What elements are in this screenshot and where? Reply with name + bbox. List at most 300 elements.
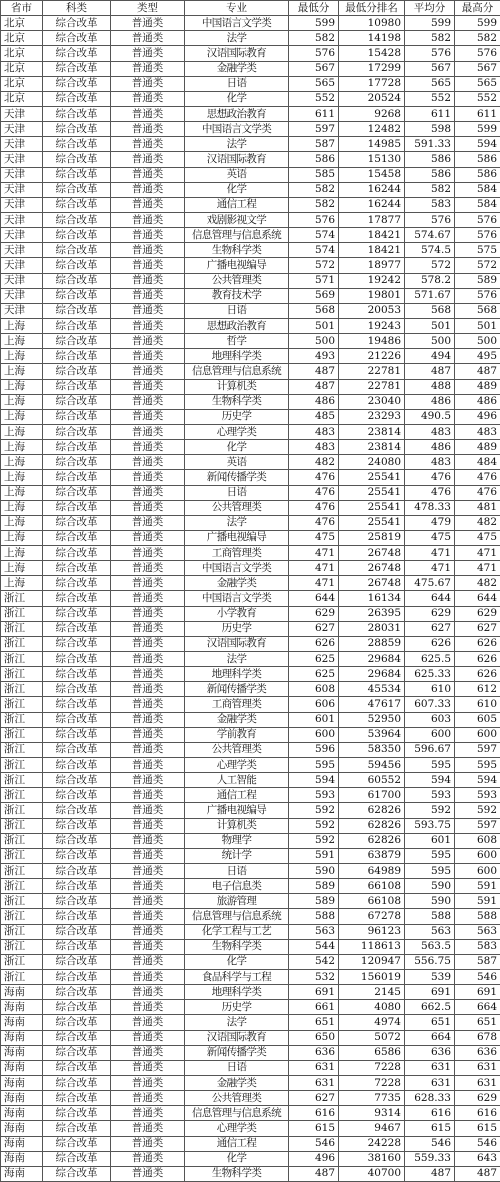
cell-major: 公共管理类 xyxy=(185,1091,289,1106)
cell-avg-score: 539 xyxy=(405,970,455,985)
table-row xyxy=(1,46,500,61)
table-row xyxy=(1,334,500,349)
cell-province: 天津 xyxy=(1,182,43,197)
cell-major: 法学 xyxy=(185,137,289,152)
cell-subject-category: 综合改革 xyxy=(43,273,111,288)
cell-major: 信息管理与信息系统 xyxy=(185,1106,289,1121)
table-row xyxy=(1,1151,500,1166)
cell-admission-type: 普通类 xyxy=(111,470,185,485)
cell-admission-type: 普通类 xyxy=(111,909,185,924)
table-row xyxy=(1,440,500,455)
cell-avg-score: 487 xyxy=(405,364,455,379)
cell-province: 天津 xyxy=(1,122,43,137)
cell-subject-category: 综合改革 xyxy=(43,1106,111,1121)
cell-max-score: 495 xyxy=(455,349,500,364)
cell-admission-type: 普通类 xyxy=(111,712,185,727)
cell-max-score: 612 xyxy=(455,682,500,697)
cell-min-score: 611 xyxy=(289,106,339,121)
cell-major: 日语 xyxy=(185,303,289,318)
cell-min-score-rank: 26748 xyxy=(339,576,405,591)
cell-min-score-rank: 59456 xyxy=(339,758,405,773)
cell-avg-score: 571.67 xyxy=(405,288,455,303)
cell-max-score: 572 xyxy=(455,258,500,273)
cell-min-score: 591 xyxy=(289,848,339,863)
cell-province: 浙江 xyxy=(1,697,43,712)
header-major: 专业 xyxy=(185,1,289,16)
cell-major: 人工智能 xyxy=(185,773,289,788)
cell-province: 海南 xyxy=(1,1136,43,1151)
cell-min-score: 594 xyxy=(289,773,339,788)
table-row xyxy=(1,939,500,954)
cell-province: 上海 xyxy=(1,485,43,500)
cell-avg-score: 565 xyxy=(405,76,455,91)
cell-major: 广播电视编导 xyxy=(185,803,289,818)
cell-province: 北京 xyxy=(1,61,43,76)
cell-province: 海南 xyxy=(1,1030,43,1045)
cell-province: 天津 xyxy=(1,228,43,243)
cell-admission-type: 普通类 xyxy=(111,1015,185,1030)
cell-min-score: 589 xyxy=(289,879,339,894)
cell-subject-category: 综合改革 xyxy=(43,546,111,561)
cell-min-score: 482 xyxy=(289,455,339,470)
cell-avg-score: 610 xyxy=(405,682,455,697)
cell-subject-category: 综合改革 xyxy=(43,636,111,651)
cell-province: 天津 xyxy=(1,212,43,227)
cell-avg-score: 572 xyxy=(405,258,455,273)
cell-avg-score: 625.33 xyxy=(405,667,455,682)
table-row xyxy=(1,909,500,924)
cell-max-score: 484 xyxy=(455,455,500,470)
cell-max-score: 591 xyxy=(455,879,500,894)
cell-min-score-rank: 20053 xyxy=(339,303,405,318)
cell-subject-category: 综合改革 xyxy=(43,318,111,333)
cell-max-score: 567 xyxy=(455,61,500,76)
cell-province: 上海 xyxy=(1,379,43,394)
cell-admission-type: 普通类 xyxy=(111,228,185,243)
cell-min-score: 582 xyxy=(289,31,339,46)
cell-avg-score: 576 xyxy=(405,46,455,61)
cell-min-score-rank: 28859 xyxy=(339,636,405,651)
cell-major: 哲学 xyxy=(185,334,289,349)
cell-min-score: 651 xyxy=(289,1015,339,1030)
table-row xyxy=(1,16,500,31)
cell-avg-score: 596.67 xyxy=(405,742,455,757)
cell-min-score: 542 xyxy=(289,954,339,969)
cell-subject-category: 综合改革 xyxy=(43,576,111,591)
table-row xyxy=(1,303,500,318)
table-row xyxy=(1,591,500,606)
cell-admission-type: 普通类 xyxy=(111,803,185,818)
cell-subject-category: 综合改革 xyxy=(43,228,111,243)
cell-min-score-rank: 62826 xyxy=(339,833,405,848)
cell-min-score: 592 xyxy=(289,803,339,818)
cell-admission-type: 普通类 xyxy=(111,1045,185,1060)
cell-major: 化学工程与工艺 xyxy=(185,924,289,939)
cell-admission-type: 普通类 xyxy=(111,46,185,61)
cell-min-score: 476 xyxy=(289,485,339,500)
cell-province: 天津 xyxy=(1,303,43,318)
cell-major: 物理学 xyxy=(185,833,289,848)
cell-admission-type: 普通类 xyxy=(111,1121,185,1136)
cell-max-score: 576 xyxy=(455,288,500,303)
cell-major: 心理学类 xyxy=(185,758,289,773)
cell-admission-type: 普通类 xyxy=(111,939,185,954)
cell-province: 上海 xyxy=(1,409,43,424)
cell-max-score: 563 xyxy=(455,924,500,939)
cell-max-score: 546 xyxy=(455,970,500,985)
cell-admission-type: 普通类 xyxy=(111,303,185,318)
cell-avg-score: 483 xyxy=(405,424,455,439)
cell-min-score-rank: 58350 xyxy=(339,742,405,757)
cell-min-score-rank: 14198 xyxy=(339,31,405,46)
table-row xyxy=(1,273,500,288)
cell-max-score: 568 xyxy=(455,303,500,318)
cell-max-score: 591 xyxy=(455,894,500,909)
cell-admission-type: 普通类 xyxy=(111,485,185,500)
cell-admission-type: 普通类 xyxy=(111,591,185,606)
cell-subject-category: 综合改革 xyxy=(43,1060,111,1075)
cell-min-score-rank: 16244 xyxy=(339,182,405,197)
cell-admission-type: 普通类 xyxy=(111,318,185,333)
cell-avg-score: 664 xyxy=(405,1030,455,1045)
cell-admission-type: 普通类 xyxy=(111,954,185,969)
cell-admission-type: 普通类 xyxy=(111,500,185,515)
cell-max-score: 471 xyxy=(455,561,500,576)
cell-max-score: 483 xyxy=(455,424,500,439)
cell-max-score: 476 xyxy=(455,485,500,500)
header-min-score-rank: 最低分排名 xyxy=(339,1,405,16)
cell-min-score-rank: 19242 xyxy=(339,273,405,288)
cell-max-score: 586 xyxy=(455,167,500,182)
cell-avg-score: 574.5 xyxy=(405,243,455,258)
cell-subject-category: 综合改革 xyxy=(43,788,111,803)
cell-min-score-rank: 12482 xyxy=(339,122,405,137)
cell-province: 浙江 xyxy=(1,848,43,863)
table-row xyxy=(1,1030,500,1045)
cell-subject-category: 综合改革 xyxy=(43,606,111,621)
cell-avg-score: 588 xyxy=(405,909,455,924)
cell-major: 日语 xyxy=(185,76,289,91)
cell-subject-category: 综合改革 xyxy=(43,591,111,606)
table-row xyxy=(1,1136,500,1151)
cell-admission-type: 普通类 xyxy=(111,1060,185,1075)
cell-min-score: 476 xyxy=(289,515,339,530)
cell-min-score: 471 xyxy=(289,576,339,591)
cell-subject-category: 综合改革 xyxy=(43,470,111,485)
cell-min-score: 476 xyxy=(289,500,339,515)
cell-min-score: 597 xyxy=(289,122,339,137)
table-row xyxy=(1,546,500,561)
cell-admission-type: 普通类 xyxy=(111,515,185,530)
cell-min-score: 586 xyxy=(289,152,339,167)
cell-province: 浙江 xyxy=(1,758,43,773)
cell-min-score: 595 xyxy=(289,758,339,773)
cell-admission-type: 普通类 xyxy=(111,137,185,152)
cell-major: 英语 xyxy=(185,455,289,470)
cell-province: 天津 xyxy=(1,137,43,152)
cell-major: 化学 xyxy=(185,91,289,106)
cell-min-score: 599 xyxy=(289,16,339,31)
cell-avg-score: 563.5 xyxy=(405,939,455,954)
cell-province: 浙江 xyxy=(1,970,43,985)
cell-min-score: 471 xyxy=(289,546,339,561)
cell-min-score-rank: 62826 xyxy=(339,803,405,818)
cell-admission-type: 普通类 xyxy=(111,152,185,167)
cell-avg-score: 595 xyxy=(405,848,455,863)
cell-avg-score: 590 xyxy=(405,894,455,909)
cell-avg-score: 487 xyxy=(405,1166,455,1181)
cell-admission-type: 普通类 xyxy=(111,243,185,258)
cell-subject-category: 综合改革 xyxy=(43,924,111,939)
cell-province: 北京 xyxy=(1,46,43,61)
table-row xyxy=(1,228,500,243)
cell-admission-type: 普通类 xyxy=(111,182,185,197)
cell-avg-score: 651 xyxy=(405,1015,455,1030)
cell-min-score: 631 xyxy=(289,1075,339,1090)
cell-province: 上海 xyxy=(1,349,43,364)
cell-major: 历史学 xyxy=(185,621,289,636)
cell-min-score: 485 xyxy=(289,409,339,424)
cell-major: 生物科学类 xyxy=(185,243,289,258)
cell-admission-type: 普通类 xyxy=(111,167,185,182)
cell-min-score-rank: 9268 xyxy=(339,106,405,121)
cell-province: 浙江 xyxy=(1,773,43,788)
cell-min-score-rank: 14985 xyxy=(339,137,405,152)
cell-province: 上海 xyxy=(1,334,43,349)
cell-max-score: 482 xyxy=(455,515,500,530)
cell-major: 通信工程 xyxy=(185,1136,289,1151)
cell-province: 海南 xyxy=(1,1106,43,1121)
cell-min-score-rank: 52950 xyxy=(339,712,405,727)
cell-min-score-rank: 10980 xyxy=(339,16,405,31)
cell-min-score: 563 xyxy=(289,924,339,939)
cell-min-score: 483 xyxy=(289,424,339,439)
cell-min-score-rank: 24080 xyxy=(339,455,405,470)
cell-avg-score: 552 xyxy=(405,91,455,106)
cell-admission-type: 普通类 xyxy=(111,864,185,879)
cell-major: 中国语言文学类 xyxy=(185,591,289,606)
cell-avg-score: 586 xyxy=(405,152,455,167)
cell-major: 计算机类 xyxy=(185,379,289,394)
cell-admission-type: 普通类 xyxy=(111,1091,185,1106)
cell-avg-score: 627 xyxy=(405,621,455,636)
cell-subject-category: 综合改革 xyxy=(43,243,111,258)
cell-max-score: 626 xyxy=(455,667,500,682)
header-min-score: 最低分 xyxy=(289,1,339,16)
cell-min-score: 475 xyxy=(289,530,339,545)
cell-province: 浙江 xyxy=(1,894,43,909)
cell-admission-type: 普通类 xyxy=(111,697,185,712)
cell-avg-score: 616 xyxy=(405,1106,455,1121)
cell-subject-category: 综合改革 xyxy=(43,303,111,318)
cell-min-score-rank: 25541 xyxy=(339,500,405,515)
cell-min-score: 625 xyxy=(289,667,339,682)
cell-max-score: 487 xyxy=(455,1166,500,1181)
cell-major: 计算机类 xyxy=(185,818,289,833)
cell-province: 上海 xyxy=(1,364,43,379)
cell-subject-category: 综合改革 xyxy=(43,954,111,969)
cell-major: 新闻传播学类 xyxy=(185,470,289,485)
cell-max-score: 575 xyxy=(455,243,500,258)
cell-subject-category: 综合改革 xyxy=(43,394,111,409)
cell-admission-type: 普通类 xyxy=(111,455,185,470)
cell-admission-type: 普通类 xyxy=(111,742,185,757)
cell-subject-category: 综合改革 xyxy=(43,137,111,152)
table-row xyxy=(1,606,500,621)
cell-min-score: 627 xyxy=(289,1091,339,1106)
cell-avg-score: 628.33 xyxy=(405,1091,455,1106)
cell-province: 浙江 xyxy=(1,636,43,651)
cell-subject-category: 综合改革 xyxy=(43,485,111,500)
cell-major: 法学 xyxy=(185,652,289,667)
cell-subject-category: 综合改革 xyxy=(43,773,111,788)
cell-admission-type: 普通类 xyxy=(111,258,185,273)
cell-major: 教育技术学 xyxy=(185,288,289,303)
cell-major: 公共管理类 xyxy=(185,742,289,757)
cell-avg-score: 490.5 xyxy=(405,409,455,424)
cell-admission-type: 普通类 xyxy=(111,621,185,636)
cell-avg-score: 595 xyxy=(405,758,455,773)
cell-major: 戏剧影视文学 xyxy=(185,212,289,227)
cell-admission-type: 普通类 xyxy=(111,1000,185,1015)
cell-major: 工商管理类 xyxy=(185,546,289,561)
cell-min-score-rank: 16244 xyxy=(339,197,405,212)
cell-major: 生物科学类 xyxy=(185,394,289,409)
cell-province: 北京 xyxy=(1,31,43,46)
cell-max-score: 584 xyxy=(455,182,500,197)
cell-subject-category: 综合改革 xyxy=(43,379,111,394)
cell-avg-score: 488 xyxy=(405,379,455,394)
cell-min-score: 493 xyxy=(289,349,339,364)
cell-subject-category: 综合改革 xyxy=(43,182,111,197)
cell-province: 上海 xyxy=(1,424,43,439)
cell-min-score-rank: 96123 xyxy=(339,924,405,939)
cell-max-score: 546 xyxy=(455,1136,500,1151)
cell-min-score: 691 xyxy=(289,985,339,1000)
header-admission-type: 类型 xyxy=(111,1,185,16)
cell-subject-category: 综合改革 xyxy=(43,758,111,773)
cell-avg-score: 483 xyxy=(405,455,455,470)
cell-min-score: 644 xyxy=(289,591,339,606)
table-row xyxy=(1,712,500,727)
cell-admission-type: 普通类 xyxy=(111,1166,185,1181)
cell-subject-category: 综合改革 xyxy=(43,803,111,818)
cell-major: 生物科学类 xyxy=(185,939,289,954)
cell-avg-score: 556.75 xyxy=(405,954,455,969)
cell-min-score: 471 xyxy=(289,561,339,576)
cell-province: 上海 xyxy=(1,440,43,455)
cell-min-score: 487 xyxy=(289,379,339,394)
table-row xyxy=(1,500,500,515)
cell-min-score-rank: 17877 xyxy=(339,212,405,227)
cell-major: 新闻传播学类 xyxy=(185,1045,289,1060)
cell-min-score-rank: 29684 xyxy=(339,667,405,682)
cell-max-score: 629 xyxy=(455,1091,500,1106)
cell-min-score: 576 xyxy=(289,46,339,61)
cell-subject-category: 综合改革 xyxy=(43,818,111,833)
cell-min-score-rank: 60552 xyxy=(339,773,405,788)
cell-min-score-rank: 23814 xyxy=(339,440,405,455)
cell-admission-type: 普通类 xyxy=(111,636,185,651)
table-row xyxy=(1,212,500,227)
cell-min-score: 500 xyxy=(289,334,339,349)
cell-province: 海南 xyxy=(1,985,43,1000)
table-row xyxy=(1,818,500,833)
cell-admission-type: 普通类 xyxy=(111,546,185,561)
cell-avg-score: 471 xyxy=(405,546,455,561)
cell-avg-score: 631 xyxy=(405,1060,455,1075)
cell-major: 新闻传播学类 xyxy=(185,682,289,697)
cell-min-score: 627 xyxy=(289,621,339,636)
cell-major: 信息管理与信息系统 xyxy=(185,228,289,243)
table-row xyxy=(1,243,500,258)
cell-major: 心理学类 xyxy=(185,1121,289,1136)
cell-max-score: 565 xyxy=(455,76,500,91)
cell-major: 通信工程 xyxy=(185,788,289,803)
cell-avg-score: 644 xyxy=(405,591,455,606)
cell-max-score: 471 xyxy=(455,546,500,561)
cell-max-score: 610 xyxy=(455,697,500,712)
table-body xyxy=(1,16,500,1182)
table-row xyxy=(1,833,500,848)
header-province: 省市 xyxy=(1,1,43,16)
cell-max-score: 600 xyxy=(455,727,500,742)
cell-max-score: 599 xyxy=(455,16,500,31)
cell-min-score-rank: 19243 xyxy=(339,318,405,333)
table-row xyxy=(1,515,500,530)
cell-max-score: 481 xyxy=(455,500,500,515)
cell-avg-score: 590 xyxy=(405,879,455,894)
cell-subject-category: 综合改革 xyxy=(43,530,111,545)
cell-min-score-rank: 20524 xyxy=(339,91,405,106)
cell-min-score: 616 xyxy=(289,1106,339,1121)
cell-max-score: 593 xyxy=(455,788,500,803)
cell-major: 通信工程 xyxy=(185,197,289,212)
cell-avg-score: 501 xyxy=(405,318,455,333)
cell-min-score-rank: 15428 xyxy=(339,46,405,61)
cell-province: 天津 xyxy=(1,167,43,182)
table-row xyxy=(1,970,500,985)
cell-min-score: 582 xyxy=(289,182,339,197)
table-row xyxy=(1,1015,500,1030)
table-row xyxy=(1,576,500,591)
cell-province: 海南 xyxy=(1,1075,43,1090)
cell-min-score: 631 xyxy=(289,1060,339,1075)
cell-major: 历史学 xyxy=(185,409,289,424)
table-row xyxy=(1,894,500,909)
cell-min-score-rank: 23293 xyxy=(339,409,405,424)
cell-avg-score: 636 xyxy=(405,1045,455,1060)
cell-admission-type: 普通类 xyxy=(111,818,185,833)
cell-min-score: 588 xyxy=(289,909,339,924)
cell-max-score: 489 xyxy=(455,440,500,455)
table-row xyxy=(1,864,500,879)
cell-min-score: 544 xyxy=(289,939,339,954)
cell-province: 上海 xyxy=(1,394,43,409)
cell-min-score: 552 xyxy=(289,91,339,106)
cell-avg-score: 476 xyxy=(405,470,455,485)
cell-avg-score: 471 xyxy=(405,561,455,576)
cell-major: 信息管理与信息系统 xyxy=(185,364,289,379)
cell-major: 电子信息类 xyxy=(185,879,289,894)
cell-subject-category: 综合改革 xyxy=(43,167,111,182)
cell-min-score: 596 xyxy=(289,742,339,757)
cell-max-score: 597 xyxy=(455,818,500,833)
cell-province: 浙江 xyxy=(1,803,43,818)
cell-max-score: 487 xyxy=(455,364,500,379)
cell-avg-score: 601 xyxy=(405,833,455,848)
cell-subject-category: 综合改革 xyxy=(43,879,111,894)
